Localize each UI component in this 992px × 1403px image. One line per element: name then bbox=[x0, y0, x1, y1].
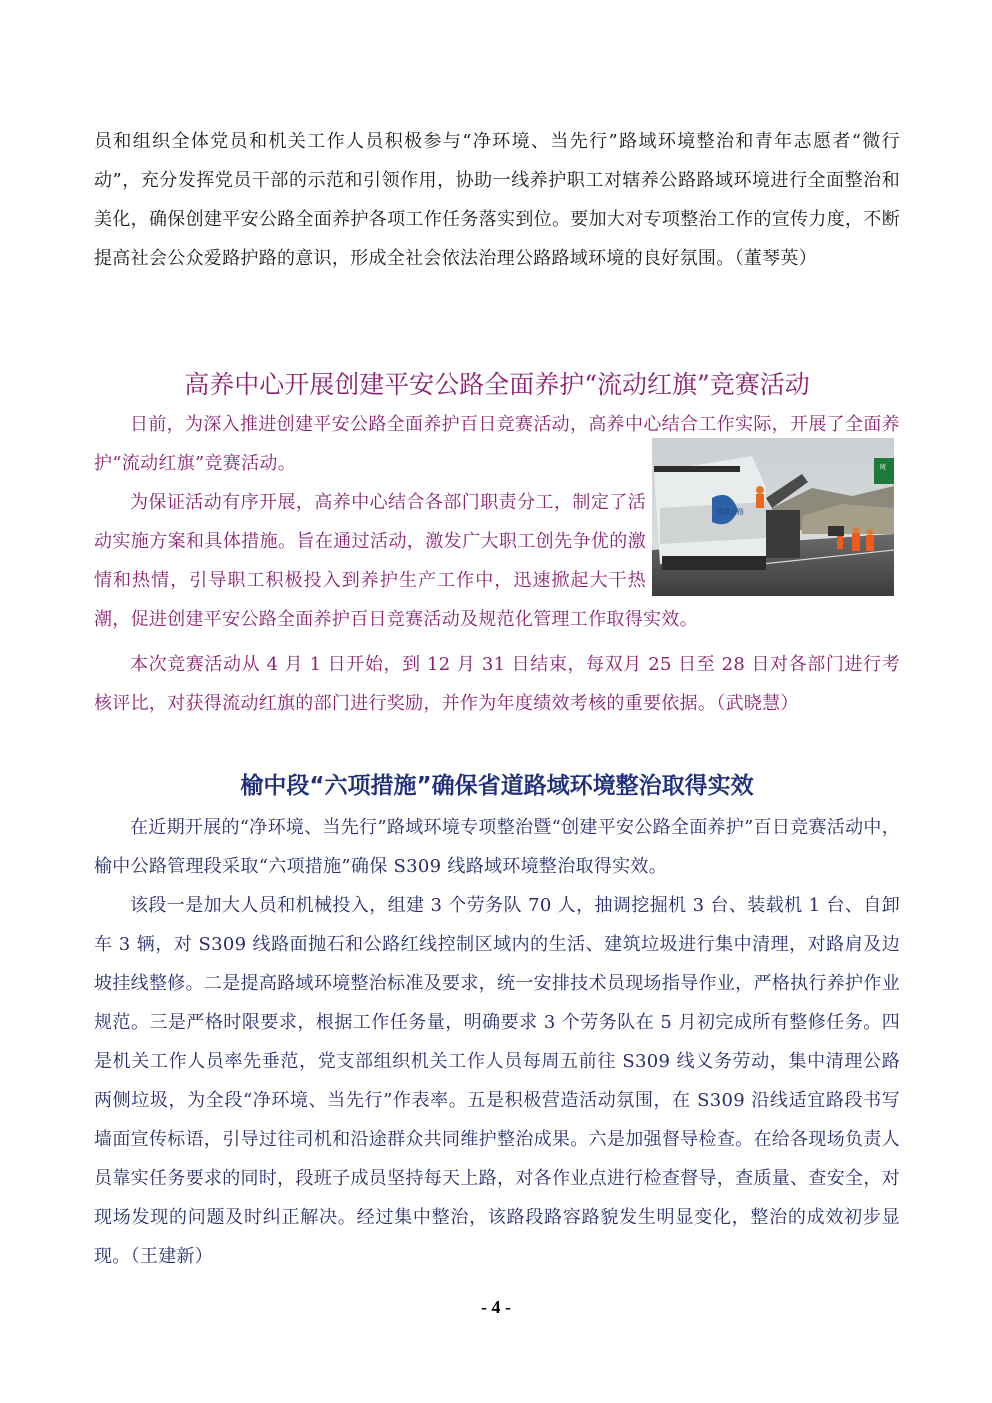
article2-title: 榆中段“六项措施”确保省道路域环境整治取得实效 bbox=[240, 773, 754, 799]
article2-paragraph-1: 在近期开展的“净环境、当先行”路域环境专项整治暨“创建平安公路全面养护”百日竞赛活动中，榆中公路管理段采取“六项措施”确保 S309 线路域环境整治取得实效。 bbox=[94, 817, 901, 877]
article2-title-wrap bbox=[94, 767, 900, 800]
article1-title-wrap bbox=[94, 365, 900, 401]
continuation-paragraph: 员和组织全体党员和机关工作人员积极参与“净环境、当先行”路域环境整治和青年志愿者“微行动”，充分发挥党员干部的示范和引领作用，协助一线养护职工对辖养公路路域环境进行全面整治和美化，确保创建平安公路全面养护各项工作任务落实到位。要加大对专项整治工作的宣传力度，不断提高社会公众爱路护路的意识，形成全社会依法治理公路路域环境的良好氛围。（董琴英） bbox=[94, 131, 900, 269]
article1-body-3 bbox=[94, 645, 900, 723]
article1-title: 高养中心开展创建平安公路全面养护“流动红旗”竞赛活动 bbox=[184, 370, 810, 399]
road-sign-icon bbox=[874, 458, 894, 484]
road-sign-label: 陇 bbox=[880, 464, 887, 471]
page-number: - 4 - bbox=[481, 1297, 511, 1317]
article2-paragraph-2: 该段一是加大人员和机械投入，组建 3 个劳务队 70 人，抽调挖掘机 3 台、装载机 1 台、自卸车 3 辆，对 S309 线路面抛石和公路红线控制区域内的生活、建筑垃圾进行集中清理，对路肩及边坡挂线整修。二是提高路域环境整治标准及要求，统一安排技术员现场指导作业，严格执行养护作业规范。三是严格时限要求，根据工作任务量，明确要求 3 个劳务队在 5 月初完成所有整修任务。四是机关工作人员率先垂范，党支部组织机关工作人员每周五前往 S309 线义务劳动，集中清理公路两侧垃圾，为全段“净环境、当先行”作表率。五是积极营造活动氛围，在 S309 沿线适宜路段书写墙面宣传标语，引导过往司机和沿途群众共同维护整治成果。六是加强督导检查。在给各现场负责人员靠实任务要求的同时，段班子成员坚持每天上路，对各作业点进行检查督导，查质量、查安全，对现场发现的问题及时纠正解决。经过集中整治，该路段路容路貌发生明显变化，整治的成效初步显现。（王建新） bbox=[94, 895, 900, 1267]
article1-paragraph-1: 日前，为深入推进创建平安公路全面养护百日竞赛活动，高养中心结合工作实际，开展了全面养护“流动红旗”竞赛活动。 bbox=[94, 414, 900, 474]
article1-paragraph-2: 为保证活动有序开展，高养中心结合各部门职责分工，制定了活动实施方案和具体措施。旨在通过活动，激发广大职工创先争优的激情和热情，引导职工积极投入到养护生产工作中，迅速掀起大干热潮，促进创建平安公路全面养护百日竞赛活动及规范化管理工作取得实效。 bbox=[94, 492, 698, 630]
article1-paragraph-3: 本次竞赛活动从 4 月 1 日开始，到 12 月 31 日结束，每双月 25 日至 28 日对各部门进行考核评比，对获得流动红旗的部门进行奖励，并作为年度绩效考核的重要依据。（武晓慧） bbox=[94, 654, 900, 714]
article2-body bbox=[94, 808, 900, 1276]
road-maintenance-photo bbox=[652, 438, 894, 596]
photo-illustration bbox=[652, 438, 894, 596]
continuation-section bbox=[94, 122, 900, 278]
machine-label: 甘肃公路 bbox=[716, 508, 744, 516]
